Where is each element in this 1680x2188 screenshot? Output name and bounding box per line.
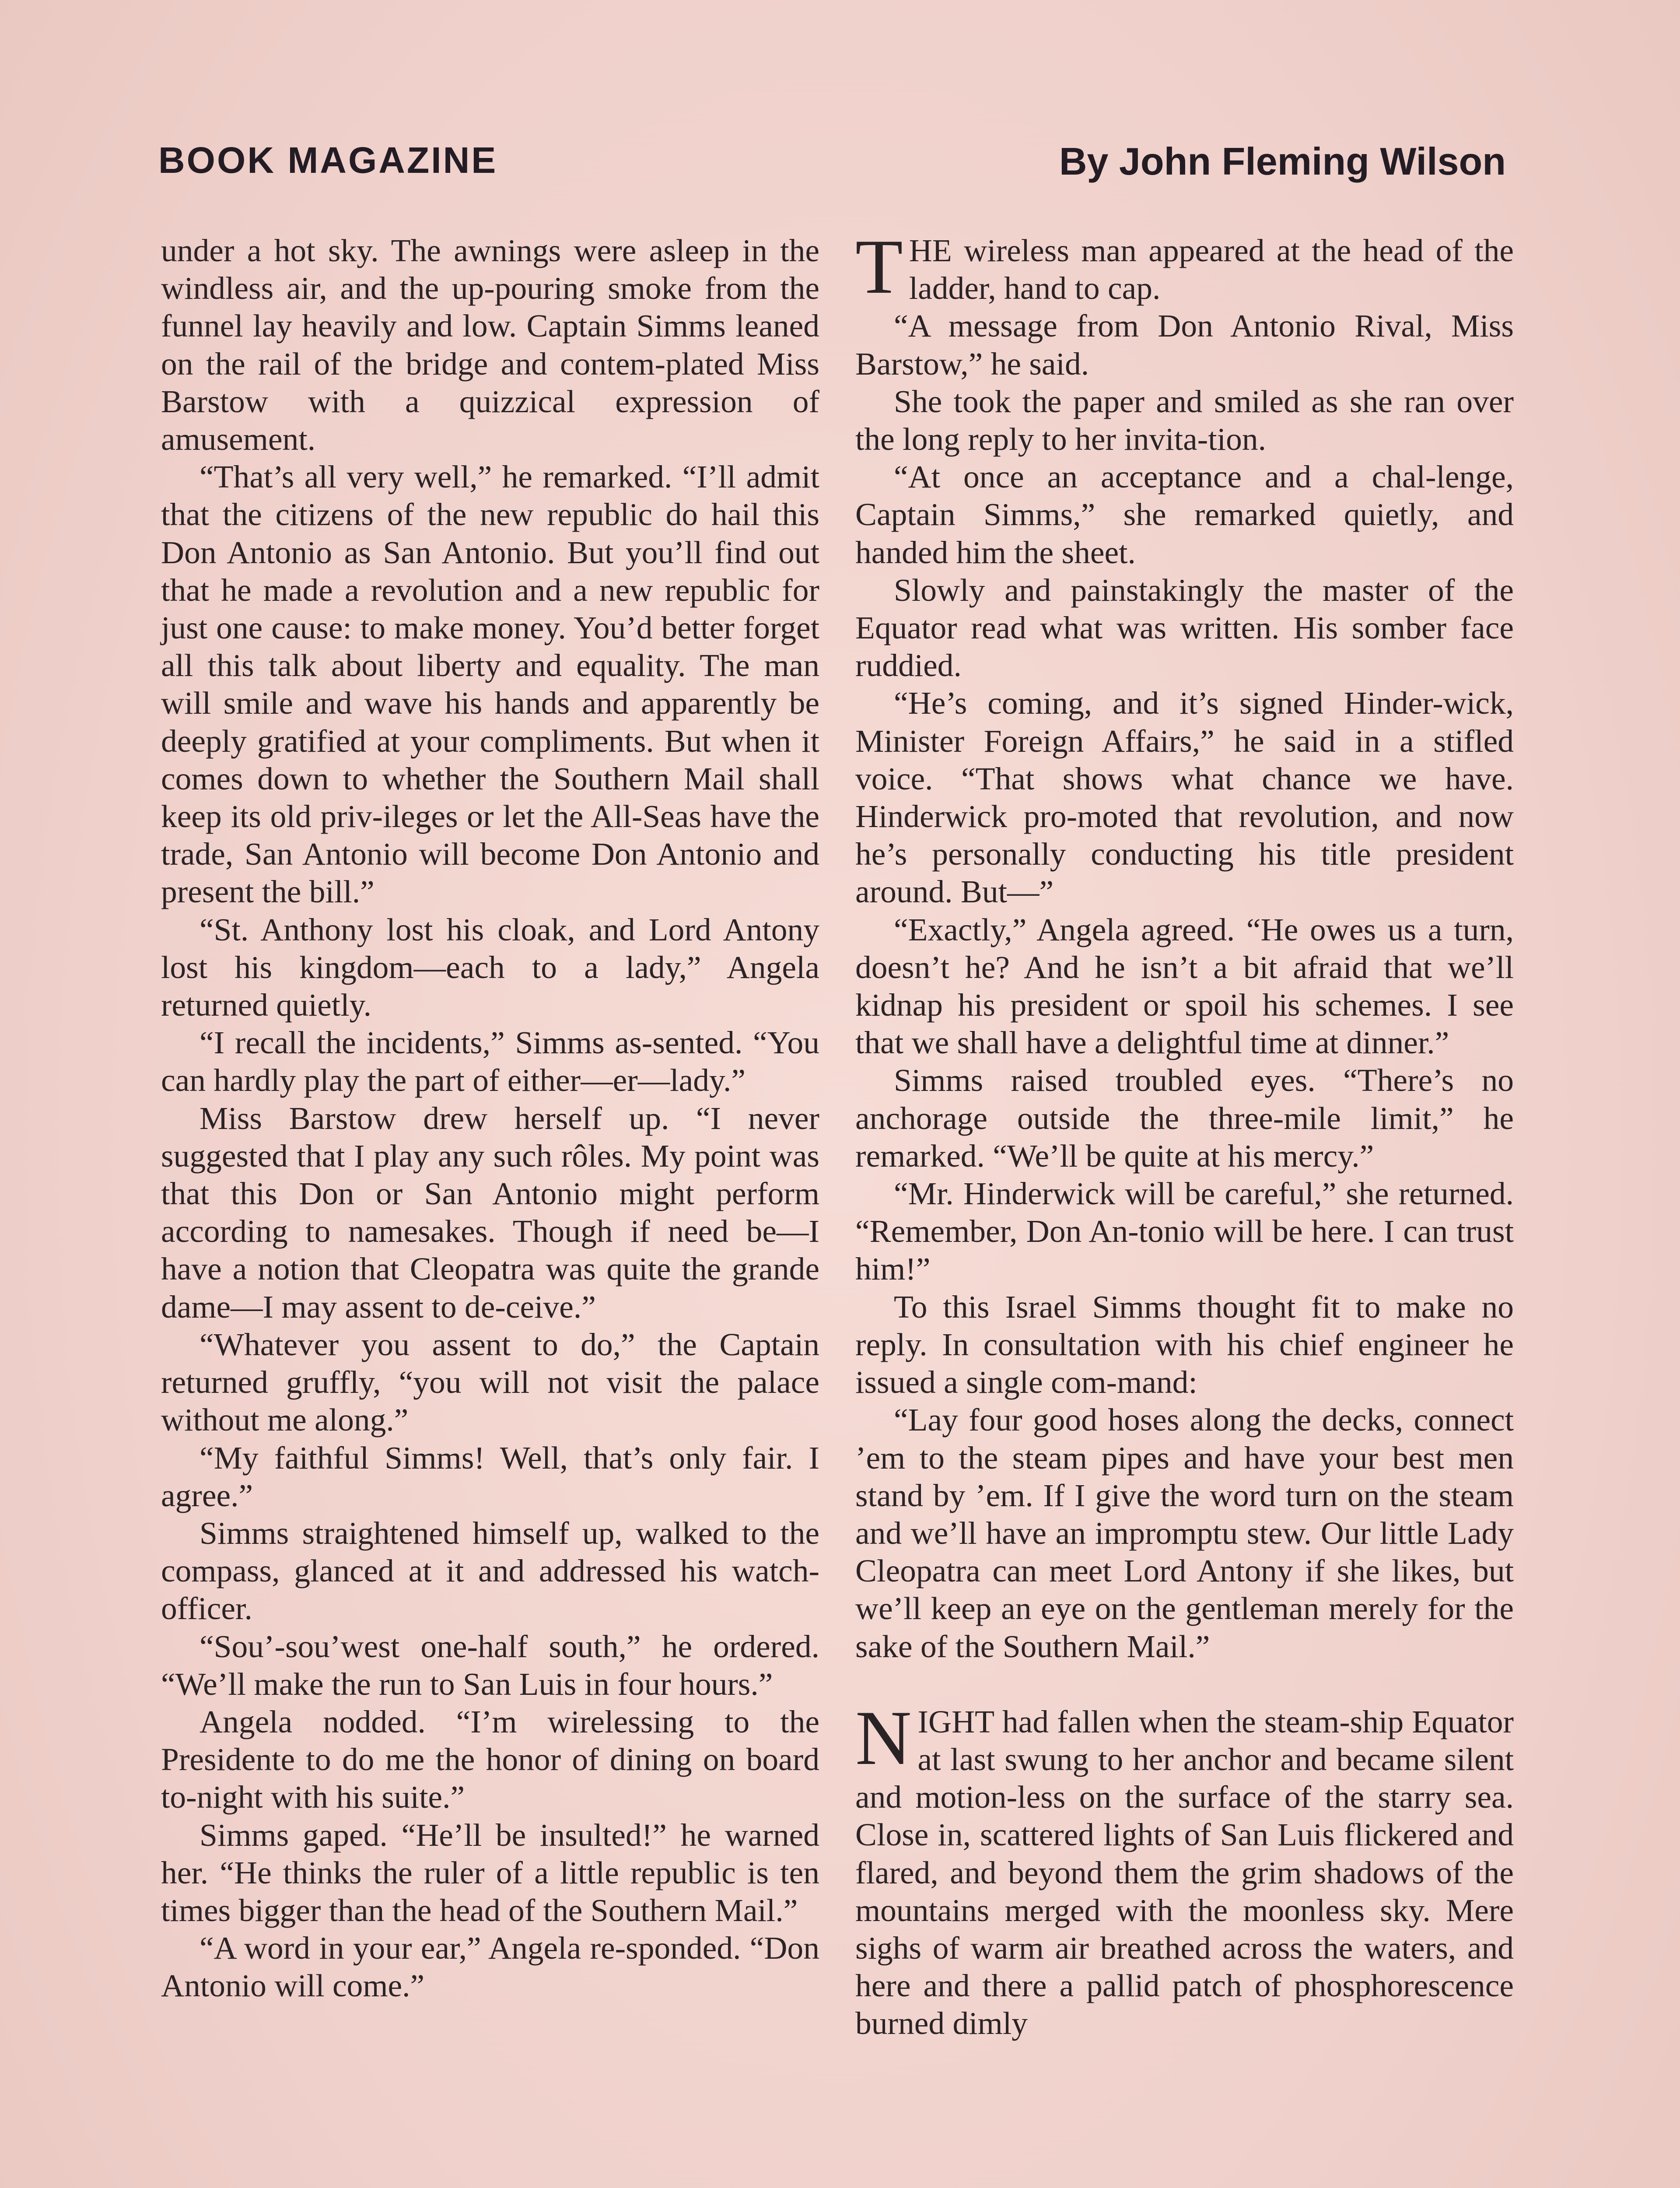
- paragraph: “Sou’-sou’west one-half south,” he ordered. “We’ll make the run to San Luis in four hours.”: [161, 1628, 819, 1702]
- left-text-column: [161, 232, 819, 2005]
- paragraph: Simms raised troubled eyes. “There’s no anchorage outside the three-mile limit,” he remarked. “We’ll be quite at his mercy.”: [855, 1062, 1514, 1174]
- section-opening-paragraph: [855, 1694, 1514, 2043]
- paragraph: Slowly and painstakingly the master of the Equator read what was written. His somber face ruddied.: [855, 572, 1514, 684]
- paragraph: “He’s coming, and it’s signed Hinder-wick, Minister Foreign Affairs,” he said in a stifled voice. “That shows what chance we have. Hinderwick pro-moted that revolution, and now he’s personally conducting his title president around. But—”: [855, 685, 1514, 910]
- paragraph: “A word in your ear,” Angela re-sponded. “Don Antonio will come.”: [161, 1930, 819, 2004]
- paragraph: “Lay four good hoses along the decks, connect ’em to the steam pipes and have your best men stand by ’em. If I give the word turn on the steam and we’ll have an impromptu stew. Our little Lady Cleopatra can meet Lord Antony if she likes, but we’ll keep an eye on the gentleman merely for the sake of the Southern Mail.”: [855, 1402, 1514, 1664]
- paragraph: “At once an acceptance and a chal-lenge, Captain Simms,” she remarked quietly, and handed him the sheet.: [855, 459, 1514, 570]
- paragraph: “I recall the incidents,” Simms as-sented. “You can hardly play the part of either—er—lady.”: [161, 1025, 819, 1098]
- section-opening-paragraph: [855, 223, 1514, 310]
- author-byline: By John Fleming Wilson: [1059, 140, 1506, 183]
- right-text-column: [855, 223, 1514, 2043]
- paragraph: “Mr. Hinderwick will be careful,” she returned. “Remember, Don An-tonio will be here. I can trust him!”: [855, 1176, 1514, 1287]
- magazine-title: BOOK MAGAZINE: [158, 140, 498, 181]
- paragraph: under a hot sky. The awnings were asleep in the windless air, and the up-pouring smoke from the funnel lay heavily and low. Captain Simms leaned on the rail of the bridge and contem-plated Miss Barstow with a quizzical expression of amusement.: [161, 233, 819, 457]
- paragraph: “That’s all very well,” he remarked. “I’ll admit that the citizens of the new republic do hail this Don Antonio as San Antonio. But you’ll find out that he made a revolution and a new republic for just one cause: to make money. You’d better forget all this talk about liberty and equality. The man will smile and wave his hands and apparently be deeply gratified at your compliments. But when it comes down to whether the Southern Mail shall keep its old priv-ileges or let the All-Seas have the trade, San Antonio will become Don Antonio and present the bill.”: [161, 459, 819, 910]
- paragraph: Miss Barstow drew herself up. “I never suggested that I play any such rôles. My point was that this Don or San Antonio might perform according to namesakes. Though if need be—I have a notion that Cleopatra was quite the grande dame—I may assent to de-ceive.”: [161, 1100, 819, 1325]
- paragraph: To this Israel Simms thought fit to make no reply. In consultation with his chief engineer he issued a single com-mand:: [855, 1289, 1514, 1400]
- paragraph-text: HE wireless man appeared at the head of the ladder, hand to cap.: [909, 233, 1514, 306]
- paragraph: She took the paper and smiled as she ran over the long reply to her invita-tion.: [855, 383, 1514, 457]
- drop-cap: T: [855, 223, 903, 310]
- paragraph-text: IGHT had fallen when the steam-ship Equator at last swung to her anchor and became silent and motion-less on the surface of the starry sea. Close in, scattered lights of San Luis flickered and flared, and beyond them the grim shadows of the mountains merged with the moonless sky. Mere sighs of warm air breathed across the waters, and here and there a pallid patch of phosphorescence burned dimly: [855, 1704, 1514, 2041]
- paragraph: Simms straightened himself up, walked to the compass, glanced at it and addressed his watch-officer.: [161, 1515, 819, 1627]
- paragraph: “Whatever you assent to do,” the Captain returned gruffly, “you will not visit the palace without me along.”: [161, 1326, 819, 1438]
- paragraph: Simms gaped. “He’ll be insulted!” he warned her. “He thinks the ruler of a little republic is ten times bigger than the head of the Southern Mail.”: [161, 1817, 819, 1928]
- paragraph: “A message from Don Antonio Rival, Miss Barstow,” he said.: [855, 308, 1514, 382]
- paragraph: Angela nodded. “I’m wirelessing to the Presidente to do me the honor of dining on board to-night with his suite.”: [161, 1704, 819, 1815]
- paragraph: “St. Anthony lost his cloak, and Lord Antony lost his kingdom—each to a lady,” Angela returned quietly.: [161, 912, 819, 1023]
- paragraph: “My faithful Simms! Well, that’s only fair. I agree.”: [161, 1440, 819, 1513]
- drop-cap: N: [855, 1694, 912, 1781]
- paragraph: “Exactly,” Angela agreed. “He owes us a turn, doesn’t he? And he isn’t a bit afraid that we’ll kidnap his president or spoil his schemes. I see that we shall have a delightful time at dinner.”: [855, 912, 1514, 1061]
